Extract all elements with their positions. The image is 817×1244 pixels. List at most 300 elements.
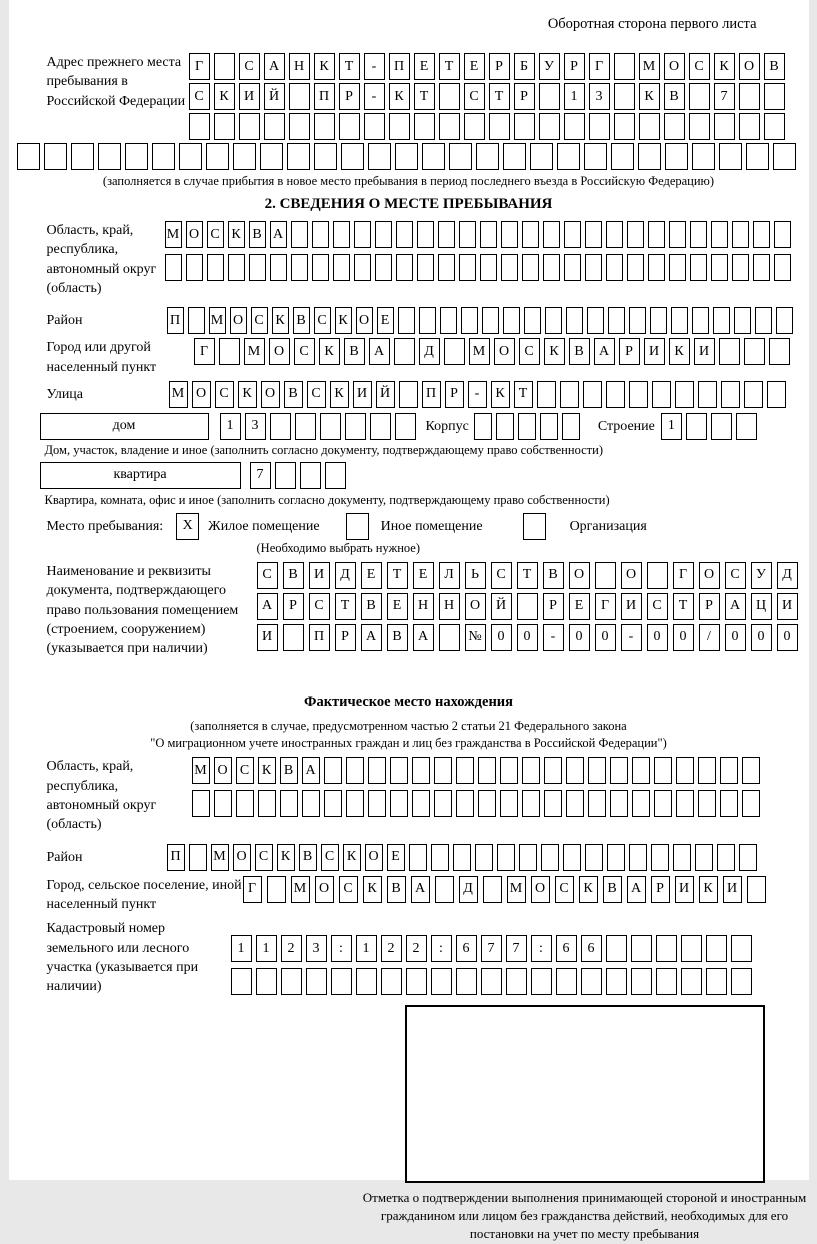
char-box	[629, 307, 646, 334]
char-box	[656, 968, 677, 995]
char-box: Г	[589, 53, 610, 80]
char-box	[503, 307, 520, 334]
apartment-type-box: квартира	[40, 462, 241, 489]
char-box	[364, 113, 385, 140]
char-box	[302, 790, 320, 817]
char-box: В	[293, 307, 310, 334]
char-box: А	[270, 221, 287, 248]
char-box	[767, 381, 786, 408]
char-box: А	[413, 624, 434, 651]
char-box: Т	[335, 593, 356, 620]
char-box	[706, 935, 727, 962]
actual-region-row-1	[192, 757, 760, 784]
char-box: К	[639, 83, 660, 110]
char-box: К	[699, 876, 718, 903]
char-box	[398, 307, 415, 334]
char-box	[283, 624, 304, 651]
char-box: М	[165, 221, 182, 248]
char-box	[585, 254, 602, 281]
char-box	[189, 113, 210, 140]
char-box: Т	[673, 593, 694, 620]
char-box: К	[363, 876, 382, 903]
char-box	[324, 790, 342, 817]
char-box	[264, 113, 285, 140]
char-box: С	[236, 757, 254, 784]
cadastral-label: Кадастровый номер земельного или лесного участка (указывается при наличии)	[47, 919, 231, 996]
char-box	[331, 968, 352, 995]
char-box	[434, 757, 452, 784]
char-box: Т	[439, 53, 460, 80]
char-box	[439, 624, 460, 651]
char-box: В	[344, 338, 365, 365]
char-box	[692, 143, 715, 170]
char-box	[606, 221, 623, 248]
checkbox-organization[interactable]	[523, 513, 546, 540]
char-box: М	[507, 876, 526, 903]
house-caption: Дом, участок, владение и иное (заполнить согласно документу, подтверждающему право собственности)	[9, 443, 809, 458]
char-box	[449, 143, 472, 170]
char-box	[312, 221, 329, 248]
char-box: М	[244, 338, 265, 365]
char-box	[497, 844, 515, 871]
char-box: И	[675, 876, 694, 903]
document-row-1	[257, 562, 798, 589]
char-box: М	[209, 307, 226, 334]
char-box	[774, 221, 791, 248]
actual-region-row-2	[192, 790, 760, 817]
char-box	[270, 413, 291, 440]
char-box	[720, 757, 738, 784]
prev-address-row-1	[189, 53, 785, 80]
checkbox-other-premises[interactable]	[346, 513, 369, 540]
char-box: Р	[489, 53, 510, 80]
char-box	[764, 113, 785, 140]
char-box	[459, 254, 476, 281]
char-box	[545, 307, 562, 334]
char-box	[656, 935, 677, 962]
char-box	[522, 221, 539, 248]
char-box	[478, 757, 496, 784]
char-box	[543, 254, 560, 281]
char-box	[368, 757, 386, 784]
char-box	[431, 968, 452, 995]
prev-address-block	[9, 53, 809, 140]
char-box: И	[723, 876, 742, 903]
actual-district-block	[9, 844, 809, 871]
stay-type-label: Место пребывания:	[47, 513, 164, 540]
char-box	[501, 254, 518, 281]
char-box: 7	[250, 462, 271, 489]
cadastral-block	[9, 919, 809, 996]
char-box: 2	[281, 935, 302, 962]
char-box	[584, 143, 607, 170]
char-box: С	[464, 83, 485, 110]
char-box: Р	[651, 876, 670, 903]
char-box	[774, 254, 791, 281]
char-box	[541, 844, 559, 871]
char-box	[300, 462, 321, 489]
char-box	[206, 143, 229, 170]
char-box	[478, 790, 496, 817]
prev-address-caption: (заполняется в случае прибытия в новое место пребывания в период последнего въезда в Российскую Федерацию)	[9, 174, 809, 189]
char-box	[17, 143, 40, 170]
char-box	[409, 844, 427, 871]
char-box	[753, 221, 770, 248]
char-box	[291, 254, 308, 281]
char-box	[773, 143, 796, 170]
char-box: Е	[387, 593, 408, 620]
char-box: Е	[414, 53, 435, 80]
char-box	[431, 844, 449, 871]
char-box: 1	[356, 935, 377, 962]
char-box: О	[494, 338, 515, 365]
char-box: С	[314, 307, 331, 334]
char-box	[354, 254, 371, 281]
stamp-caption: Отметка о подтверждении выполнения принимающей стороной и иностранным гражданином или лицом без гражданства действий, необходимых для его постановки на учет по месту пребывания	[350, 1189, 817, 1244]
char-box: Г	[189, 53, 210, 80]
char-box	[614, 83, 635, 110]
char-box	[435, 876, 454, 903]
char-box: И	[353, 381, 372, 408]
char-box	[648, 254, 665, 281]
char-box: Й	[491, 593, 512, 620]
char-box	[165, 254, 182, 281]
char-box	[560, 381, 579, 408]
char-box	[769, 338, 790, 365]
char-box	[370, 413, 391, 440]
char-box	[713, 307, 730, 334]
char-box	[207, 254, 224, 281]
char-box: П	[389, 53, 410, 80]
char-box	[583, 381, 602, 408]
char-box	[539, 83, 560, 110]
char-box: С	[189, 83, 210, 110]
house-row	[9, 413, 809, 440]
char-box	[647, 562, 668, 589]
char-box: В	[387, 624, 408, 651]
char-box	[720, 790, 738, 817]
char-box: В	[764, 53, 785, 80]
char-box	[719, 338, 740, 365]
char-box	[742, 757, 760, 784]
char-box	[500, 790, 518, 817]
char-box	[608, 307, 625, 334]
char-box	[368, 790, 386, 817]
char-box	[673, 844, 691, 871]
char-box: Й	[264, 83, 285, 110]
char-box	[631, 968, 652, 995]
char-box: О	[269, 338, 290, 365]
char-box	[406, 968, 427, 995]
char-box: В	[569, 338, 590, 365]
char-box: 1	[256, 935, 277, 962]
char-box	[390, 790, 408, 817]
char-box: -	[364, 53, 385, 80]
char-box: К	[491, 381, 510, 408]
char-box	[214, 113, 235, 140]
char-box	[654, 757, 672, 784]
char-box	[689, 83, 710, 110]
char-box	[325, 462, 346, 489]
stay-type-row	[9, 513, 809, 540]
char-box: Р	[335, 624, 356, 651]
char-box: О	[531, 876, 550, 903]
char-box	[654, 790, 672, 817]
char-box: В	[664, 83, 685, 110]
char-box	[267, 876, 286, 903]
char-box: Р	[514, 83, 535, 110]
char-box	[438, 254, 455, 281]
char-box	[231, 968, 252, 995]
char-box: А	[369, 338, 390, 365]
cadastral-row-2	[231, 968, 752, 995]
actual-district-row	[167, 844, 757, 871]
char-box	[396, 254, 413, 281]
actual-district-label: Район	[47, 844, 167, 871]
char-box	[503, 143, 526, 170]
char-box	[607, 844, 625, 871]
char-box: М	[192, 757, 210, 784]
char-box: К	[277, 844, 295, 871]
district-label: Район	[47, 307, 167, 334]
char-box	[739, 83, 760, 110]
checkbox-residential[interactable]: X	[176, 513, 199, 540]
char-box	[339, 113, 360, 140]
city-block	[9, 338, 809, 377]
char-box	[434, 790, 452, 817]
char-box: М	[169, 381, 188, 408]
char-box	[522, 254, 539, 281]
char-box: 7	[714, 83, 735, 110]
char-box	[665, 143, 688, 170]
char-box	[671, 307, 688, 334]
char-box	[219, 338, 240, 365]
char-box	[732, 221, 749, 248]
char-box: Н	[289, 53, 310, 80]
char-box: О	[230, 307, 247, 334]
document-block	[9, 562, 809, 659]
char-box: П	[167, 307, 184, 334]
char-box	[44, 143, 67, 170]
char-box: Г	[194, 338, 215, 365]
street-row	[169, 381, 786, 408]
char-box	[531, 968, 552, 995]
char-box	[747, 876, 766, 903]
char-box: С	[251, 307, 268, 334]
char-box	[689, 113, 710, 140]
char-box	[614, 53, 635, 80]
char-box: О	[664, 53, 685, 80]
char-box: С	[307, 381, 326, 408]
char-box: С	[215, 381, 234, 408]
cadastral-row-1	[231, 935, 752, 962]
char-box	[731, 935, 752, 962]
city-row	[194, 338, 790, 365]
prev-address-label: Адрес прежнего места пребывания в Российской Федерации	[47, 53, 189, 111]
char-box	[417, 221, 434, 248]
char-box	[289, 83, 310, 110]
char-box: 0	[673, 624, 694, 651]
char-box	[439, 113, 460, 140]
stroenie-label: Строение	[598, 413, 655, 440]
char-box	[519, 844, 537, 871]
char-box: К	[228, 221, 245, 248]
char-box	[396, 221, 413, 248]
residential-label: Жилое помещение	[208, 513, 319, 540]
char-box: В	[283, 562, 304, 589]
char-box: Д	[335, 562, 356, 589]
char-box	[439, 83, 460, 110]
char-box: В	[361, 593, 382, 620]
char-box	[496, 413, 514, 440]
actual-city-block	[9, 876, 809, 915]
char-box	[698, 790, 716, 817]
char-box: Р	[564, 53, 585, 80]
char-box: О	[315, 876, 334, 903]
char-box: М	[639, 53, 660, 80]
char-box	[71, 143, 94, 170]
char-box: А	[361, 624, 382, 651]
char-box: В	[387, 876, 406, 903]
char-box	[506, 968, 527, 995]
char-box: С	[725, 562, 746, 589]
document-row-3	[257, 624, 798, 651]
char-box: У	[751, 562, 772, 589]
char-box	[475, 844, 493, 871]
char-box: Г	[595, 593, 616, 620]
char-box	[675, 381, 694, 408]
char-box: 0	[595, 624, 616, 651]
char-box: К	[669, 338, 690, 365]
char-box	[464, 113, 485, 140]
section2-title: 2. СВЕДЕНИЯ О МЕСТЕ ПРЕБЫВАНИЯ	[9, 196, 809, 213]
char-box	[739, 844, 757, 871]
char-box: К	[238, 381, 257, 408]
actual-location-caption-2: "О миграционном учете иностранных граждан и лиц без гражданства в Российской Федерации")	[9, 736, 809, 751]
char-box: К	[389, 83, 410, 110]
char-box	[614, 113, 635, 140]
char-box: 3	[245, 413, 266, 440]
region-block	[9, 221, 809, 298]
char-box: И	[621, 593, 642, 620]
char-box: 1	[564, 83, 585, 110]
char-box	[638, 143, 661, 170]
char-box	[714, 113, 735, 140]
char-box	[228, 254, 245, 281]
char-box	[192, 790, 210, 817]
char-box	[312, 254, 329, 281]
form-page	[9, 0, 809, 1180]
char-box	[650, 307, 667, 334]
char-box: О	[214, 757, 232, 784]
street-block	[9, 381, 809, 408]
char-box: 0	[725, 624, 746, 651]
char-box	[324, 757, 342, 784]
char-box	[627, 221, 644, 248]
char-box	[480, 254, 497, 281]
actual-city-row	[243, 876, 766, 903]
char-box: С	[309, 593, 330, 620]
char-box: К	[258, 757, 276, 784]
char-box	[489, 113, 510, 140]
char-box: С	[239, 53, 260, 80]
char-box: Р	[283, 593, 304, 620]
street-label: Улица	[47, 381, 169, 408]
char-box: Й	[376, 381, 395, 408]
char-box: Т	[387, 562, 408, 589]
char-box: О	[186, 221, 203, 248]
char-box: Б	[514, 53, 535, 80]
char-box	[287, 143, 310, 170]
char-box	[563, 844, 581, 871]
char-box: Г	[243, 876, 262, 903]
char-box	[270, 254, 287, 281]
char-box	[412, 757, 430, 784]
char-box	[669, 221, 686, 248]
char-box	[501, 221, 518, 248]
char-box	[530, 143, 553, 170]
char-box: И	[777, 593, 798, 620]
char-box	[706, 968, 727, 995]
char-box	[390, 757, 408, 784]
char-box	[186, 254, 203, 281]
char-box: К	[343, 844, 361, 871]
apartment-row	[9, 462, 809, 489]
char-box	[648, 221, 665, 248]
char-box	[588, 757, 606, 784]
char-box: К	[314, 53, 335, 80]
char-box	[606, 254, 623, 281]
char-box	[422, 143, 445, 170]
char-box: С	[207, 221, 224, 248]
char-box	[375, 221, 392, 248]
char-box: В	[543, 562, 564, 589]
char-box	[236, 790, 254, 817]
char-box: П	[422, 381, 441, 408]
char-box: 2	[406, 935, 427, 962]
char-box	[564, 221, 581, 248]
char-box	[566, 307, 583, 334]
char-box	[611, 143, 634, 170]
document-label: Наименование и реквизиты документа, подтверждающего право пользования помещением (строением, сооружением) (указывается при наличии)	[47, 562, 257, 659]
char-box: А	[627, 876, 646, 903]
char-box	[395, 413, 416, 440]
char-box	[356, 968, 377, 995]
char-box: -	[621, 624, 642, 651]
char-box: Д	[459, 876, 478, 903]
char-box: К	[714, 53, 735, 80]
char-box	[695, 844, 713, 871]
char-box	[632, 790, 650, 817]
char-box	[517, 593, 538, 620]
char-box: 3	[306, 935, 327, 962]
char-box	[739, 113, 760, 140]
char-box: 0	[777, 624, 798, 651]
char-box	[456, 790, 474, 817]
char-box: С	[257, 562, 278, 589]
char-box	[731, 968, 752, 995]
char-box	[651, 844, 669, 871]
char-box	[518, 413, 536, 440]
char-box: 1	[231, 935, 252, 962]
char-box: К	[330, 381, 349, 408]
char-box: Р	[619, 338, 640, 365]
char-box: О	[192, 381, 211, 408]
char-box	[540, 413, 558, 440]
char-box	[249, 254, 266, 281]
char-box	[742, 790, 760, 817]
char-box	[314, 143, 337, 170]
